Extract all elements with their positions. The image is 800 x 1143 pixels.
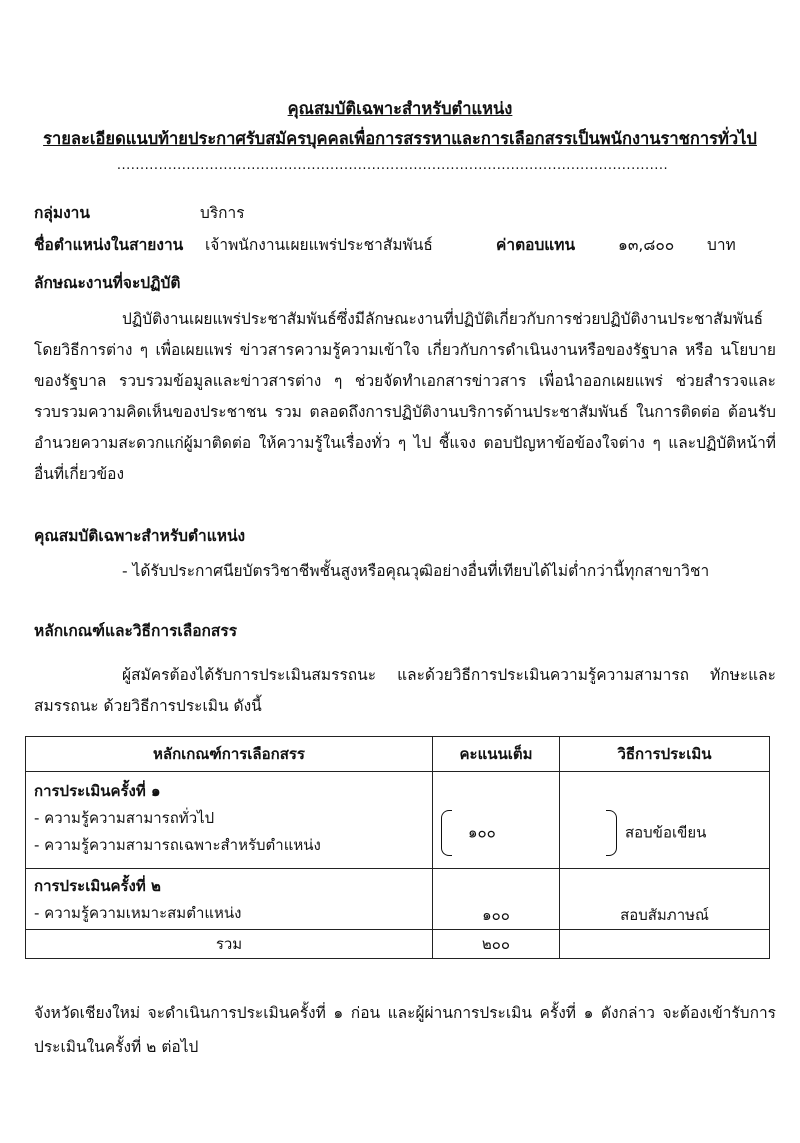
group-value: บริการ — [200, 204, 245, 222]
selection-heading: หลักเกณฑ์และวิธีการเลือกสรร — [34, 622, 238, 640]
table-row — [26, 930, 770, 959]
duties-text: ปฏิบัติงานเผยแพร่ประชาสัมพันธ์ซึ่งมีลักษณะงานที่ปฏิบัติเกี่ยวกับการช่วยปฏิบัติงานประชาสัมพันธ์ โดยวิธีการต่าง ๆ เพื่อเผยแพร่ ข่าวสารความรู้ความเข้าใจ เกี่ยวกับการดำเนินงานหรือของรัฐบาล หรือ นโยบายของรัฐบาล รวบรวมข้อมูลและข่าวสารต่าง ๆ ช่วยจัดทำเอกสารข่าวสาร เพื่อนำออกเผยแพร่ ช่วยสำรวจและรวบรวมความคิดเห็นของประชาชน รวม ตลอดถึงการปฏิบัติงานบริการด้านประชาสัมพันธ์ ในการติดต่อ ต้อนรับ อำนวยความสะดวกแก่ผู้มาติดต่อ ให้ความรู้ในเรื่องทั่ว ๆ ไป ชี้แจง ตอบปัญหาข้อข้องใจต่าง ๆ และปฏิบัติหน้าที่อื่นที่เกี่ยวข้อง — [34, 310, 776, 483]
total-score: ๒๐๐ — [433, 930, 560, 959]
round2-score: ๑๐๐ — [433, 869, 560, 930]
selection-intro: ผู้สมัครต้องได้รับการประเมินสมรรถนะ และด้วยวิธีการประเมินความรู้ความสามารถ ทักษะและสมรรถนะ ด้วยวิธีการประเมิน ดังนี้ — [34, 666, 776, 715]
duties-paragraph — [34, 304, 776, 490]
table-header-row — [26, 737, 770, 772]
round1-method: สอบข้อเขียน — [625, 823, 707, 842]
position-name-label: ชื่อตำแหน่งในสายงาน — [34, 236, 184, 254]
pay-label: ค่าตอบแทน — [496, 236, 576, 254]
round2-title: การประเมินครั้งที่ ๒ — [34, 877, 161, 895]
header-method: วิธีการประเมิน — [560, 737, 770, 772]
duties-heading: ลักษณะงานที่จะปฏิบัติ — [34, 274, 181, 292]
right-brace-icon — [606, 810, 617, 856]
position-name-value: เจ้าพนักงานเผยแพร่ประชาสัมพันธ์ — [205, 236, 433, 254]
round1-item-specific: - ความรู้ความสามารถเฉพาะสำหรับตำแหน่ง — [34, 836, 321, 854]
round1-item-general: - ความรู้ความสามารถทั่วไป — [34, 809, 215, 827]
table-row — [26, 772, 770, 869]
divider-dots: ....................................................................................................................... — [116, 158, 669, 173]
page-title: คุณสมบัติเฉพาะสำหรับตำแหน่ง — [287, 99, 513, 118]
qualifications-heading: คุณสมบัติเฉพาะสำหรับตำแหน่ง — [34, 527, 246, 545]
round2-criteria — [26, 869, 433, 930]
header-criteria: หลักเกณฑ์การเลือกสรร — [26, 737, 433, 772]
round1-title: การประเมินครั้งที่ ๑ — [34, 782, 161, 800]
group-label: กลุ่มงาน — [34, 204, 90, 222]
pay-value: ๑๓,๘๐๐ — [618, 236, 675, 254]
qualification-item: - ได้รับประกาศนียบัตรวิชาชีพชั้นสูงหรือคุณวุฒิอย่างอื่นที่เทียบได้ไม่ต่ำกว่านี้ทุกสาขาวิชา — [122, 562, 710, 580]
round1-score: ๑๐๐ — [468, 823, 496, 842]
footer-text: จังหวัดเชียงใหม่ จะดำเนินการประเมินครั้งที่ ๑ ก่อน และผู้ผ่านการประเมิน ครั้งที่ ๑ ดังกล่าว จะต้องเข้ารับการประเมินในครั้งที่ ๒ ต่อไป — [34, 1004, 776, 1056]
left-brace-icon — [441, 810, 452, 856]
total-method-empty — [560, 930, 770, 959]
round2-method: สอบสัมภาษณ์ — [560, 869, 770, 930]
round1-method-cell — [560, 772, 770, 869]
pay-unit: บาท — [707, 236, 736, 254]
round2-item: - ความรู้ความเหมาะสมตำแหน่ง — [34, 904, 242, 922]
page-subtitle: รายละเอียดแนบท้ายประกาศรับสมัครบุคคลเพื่อการสรรหาและการเลือกสรรเป็นพนักงานราชการทั่วไป — [43, 129, 757, 148]
header-score: คะแนนเต็ม — [433, 737, 560, 772]
round1-criteria — [26, 772, 433, 869]
selection-intro-paragraph — [34, 660, 776, 722]
table-row — [26, 869, 770, 930]
total-label: รวม — [26, 930, 433, 959]
round1-score-cell — [433, 772, 560, 869]
footer-paragraph — [34, 996, 776, 1064]
criteria-table — [25, 736, 770, 959]
